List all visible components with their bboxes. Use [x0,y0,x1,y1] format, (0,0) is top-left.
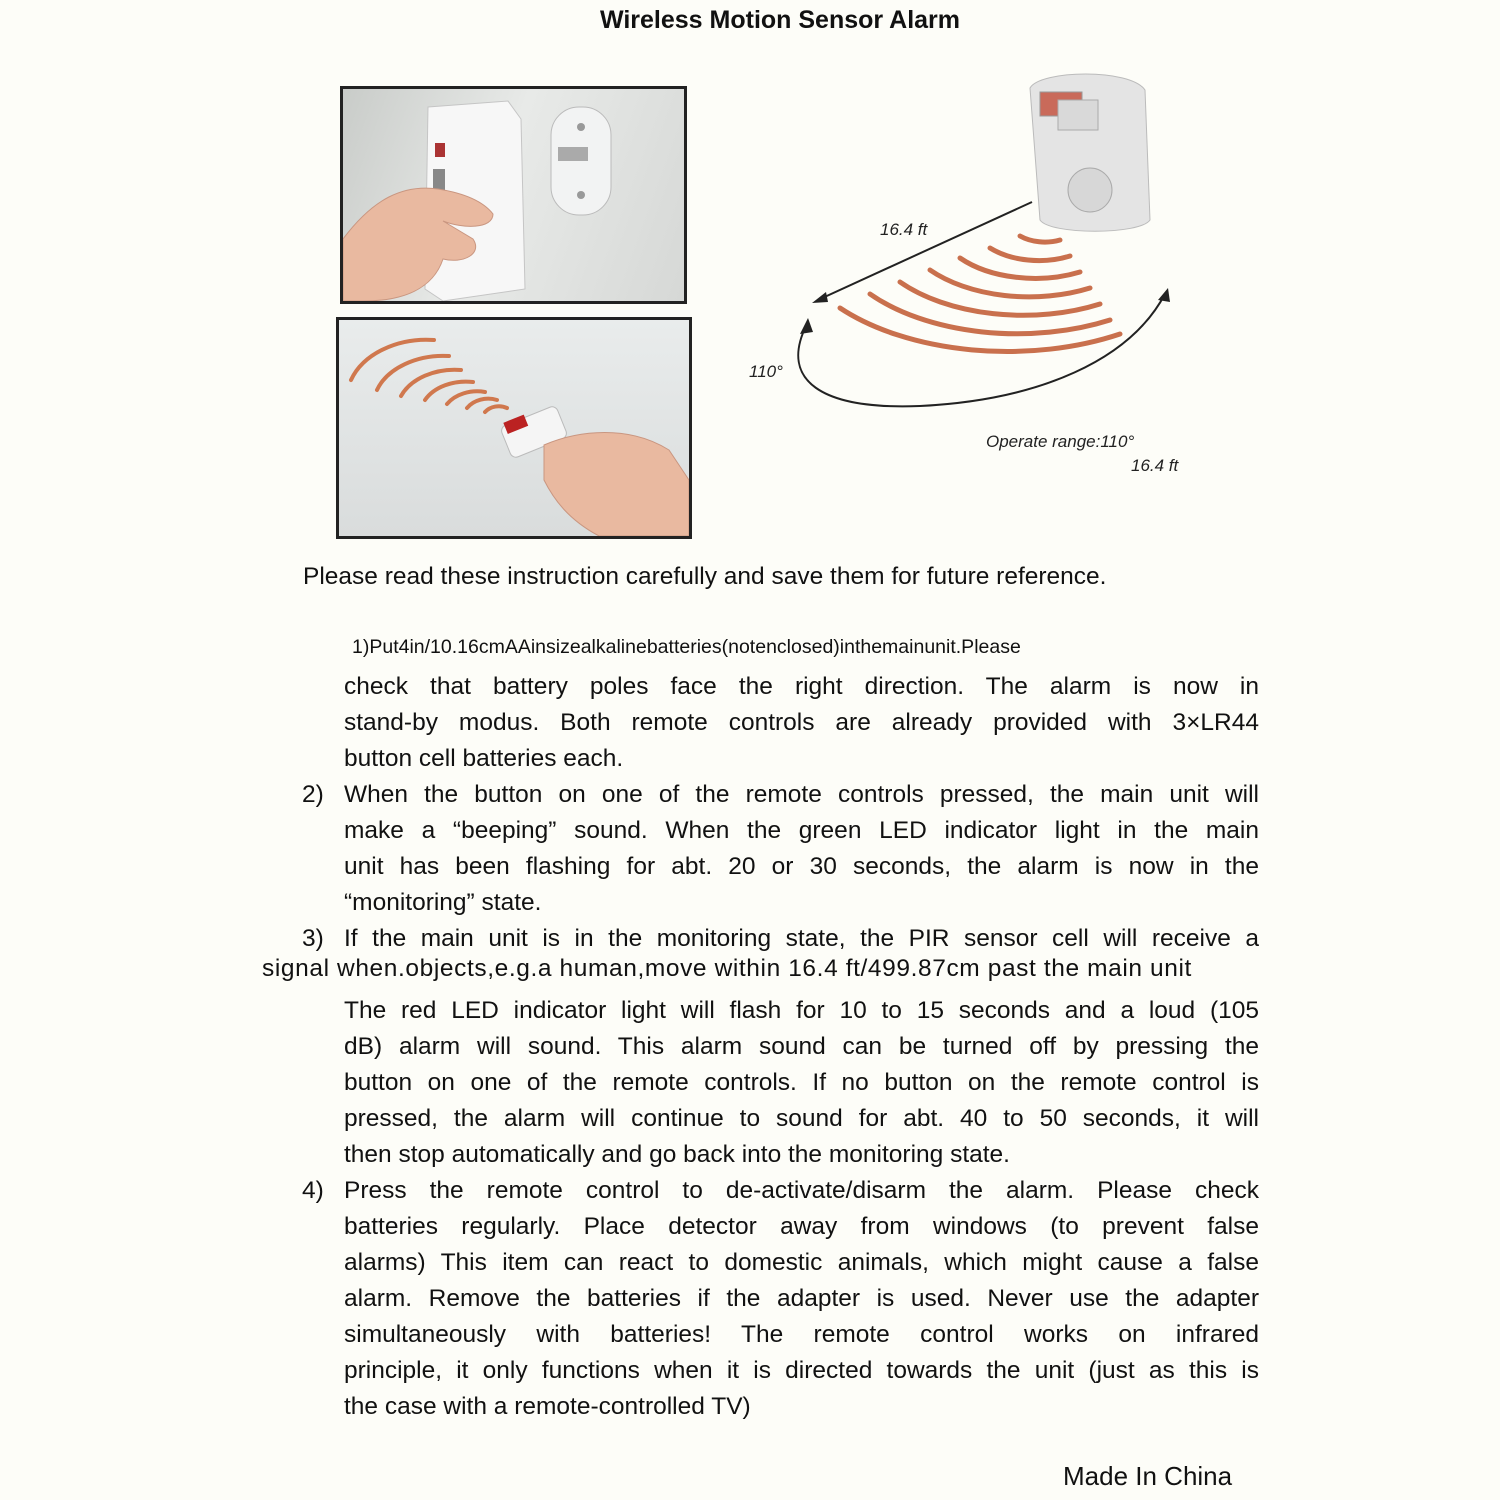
page-title: Wireless Motion Sensor Alarm [599,6,961,34]
operate-range-label: Operate range:110° [986,432,1135,451]
instruction-line: pressed, the alarm will continue to sound for abt. 40 to 50 seconds, it will [344,1105,1259,1132]
instruction-line: the case with a remote-controlled TV) [344,1393,751,1420]
instruction-line: unit has been flashing for abt. 20 or 30 seconds, the alarm is now in the [344,853,1259,880]
instruction-line: If the main unit is in the monitoring state, the PIR sensor cell will receive a [344,925,1259,952]
instruction-line: dB) alarm will sound. This alarm sound can be turned off by pressing the [344,1033,1259,1060]
instruction-line: batteries regularly. Place detector away from windows (to prevent false [344,1213,1259,1240]
range-diagram [740,60,1220,480]
instruction-line: stand-by modus. Both remote controls are already provided with 3×LR44 [344,709,1259,736]
distance-label: 16.4 ft [880,220,928,239]
instruction-line: button on one of the remote controls. If no button on the remote control is [344,1069,1259,1096]
instruction-line: When the button on one of the remote controls pressed, the main unit will [344,781,1259,808]
made-in-label: Made In China [1063,1461,1233,1491]
instruction-4-body [344,1173,1259,1425]
instruction-2-number: 2) [302,781,324,808]
instruction-3-first-line [344,921,1259,957]
mounting-photo [340,86,687,304]
instruction-line: principle, it only functions when it is directed towards the unit (just as this is [344,1357,1259,1384]
instruction-3-signal-line: signal when.objects,e.g.a human,move within 16.4 ft/499.87cm past the main unit [262,955,1192,982]
instruction-line: Press the remote control to de-activate/disarm the alarm. Please check [344,1177,1259,1204]
instruction-line: simultaneously with batteries! The remote control works on infrared [344,1321,1259,1348]
instruction-1-body [344,669,1259,777]
instruction-line: alarm. Remove the batteries if the adapter is used. Never use the adapter [344,1285,1259,1312]
instruction-line: check that battery poles face the right direction. The alarm is now in [344,673,1259,700]
intro-text: Please read these instruction carefully and save them for future reference. [303,563,1107,590]
instruction-line: The red LED indicator light will flash for 10 to 15 seconds and a loud (105 [344,997,1259,1024]
instruction-line: then stop automatically and go back into the monitoring state. [344,1141,1010,1168]
instruction-2-body [344,777,1259,921]
angle-label: 110° [749,362,783,381]
operate-range-distance: 16.4 ft [1131,456,1179,475]
remote-photo [336,317,692,539]
instruction-3-number: 3) [302,925,324,952]
instruction-1-lead: 1)Put4in/10.16cmAAinsizealkalinebatteries(notenclosed)inthemainunit.Please [352,636,1021,658]
instruction-3-body [344,993,1259,1173]
instruction-line: alarms) This item can react to domestic animals, which might cause a false [344,1249,1259,1276]
instruction-line: “monitoring” state. [344,889,542,916]
instruction-line: button cell batteries each. [344,745,624,772]
instruction-line: make a “beeping” sound. When the green LED indicator light in the main [344,817,1259,844]
instruction-4-number: 4) [302,1177,324,1204]
